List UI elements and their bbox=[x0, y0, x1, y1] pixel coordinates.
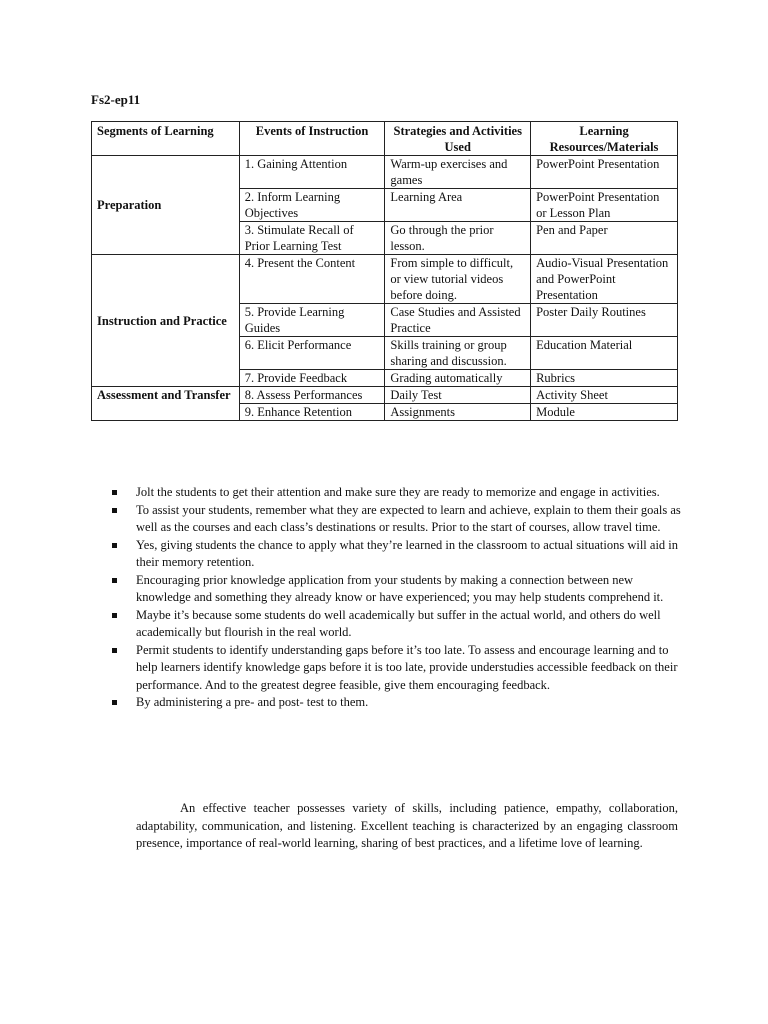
resource-cell: Poster Daily Routines bbox=[531, 304, 678, 337]
resource-cell: Audio-Visual Presentation and PowerPoint Presentation bbox=[531, 255, 678, 304]
resource-cell: PowerPoint Presentation or Lesson Plan bbox=[531, 189, 678, 222]
square-bullet-icon bbox=[112, 543, 117, 548]
segment-instruction-practice: Instruction and Practice bbox=[92, 255, 240, 387]
list-item-text: Permit students to identify understanding gaps before it’s too late. To assess and encourage learning and to help learners identify knowledge gaps before it is too late, provide understudies accessible feedback on their performance. And to the greatest degree feasible, give them encouraging feedback. bbox=[136, 642, 678, 692]
strategy-cell: From simple to difficult, or view tutorial videos before doing. bbox=[385, 255, 531, 304]
header-resources: Learning Resources/Materials bbox=[531, 122, 678, 156]
square-bullet-icon bbox=[112, 508, 117, 513]
event-cell: 9. Enhance Retention bbox=[239, 404, 385, 421]
square-bullet-icon bbox=[112, 613, 117, 618]
segment-assessment-transfer: Assessment and Transfer bbox=[92, 387, 240, 421]
list-item-text: Yes, giving students the chance to apply what they’re learned in the classroom to actual situations will aid in their memory retention. bbox=[136, 537, 679, 569]
resource-cell: Module bbox=[531, 404, 678, 421]
strategy-cell: Grading automatically bbox=[385, 370, 531, 387]
instruction-events-table bbox=[91, 121, 678, 421]
closing-paragraph: An effective teacher possesses variety of skills, including patience, empathy, collaboration, adaptability, communication, and listening. Excellent teaching is characterized by an engaging classroom presence, importance of real-world learning, sharing of best practices, and a lifetime love of learning. bbox=[136, 801, 678, 850]
strategy-cell: Case Studies and Assisted Practice bbox=[385, 304, 531, 337]
header-segments: Segments of Learning bbox=[92, 122, 240, 156]
table-header-row bbox=[92, 122, 678, 156]
list-item-text: Jolt the students to get their attention and make sure they are ready to memorize and engage in activities. bbox=[136, 485, 660, 499]
header-events: Events of Instruction bbox=[239, 122, 385, 156]
list-item bbox=[110, 537, 682, 572]
resource-cell: PowerPoint Presentation bbox=[531, 156, 678, 189]
list-item bbox=[110, 484, 682, 502]
strategy-cell: Skills training or group sharing and discussion. bbox=[385, 337, 531, 370]
document-title: Fs2-ep11 bbox=[91, 92, 141, 107]
event-cell: 4. Present the Content bbox=[239, 255, 385, 304]
segment-preparation: Preparation bbox=[92, 156, 240, 255]
square-bullet-icon bbox=[112, 700, 117, 705]
table-row bbox=[92, 156, 678, 189]
strategy-cell: Assignments bbox=[385, 404, 531, 421]
list-item-text: Encouraging prior knowledge application from your students by making a connection between new knowledge and something they already know or have experienced; you may help students comprehend it. bbox=[136, 572, 664, 604]
list-item-text: Maybe it’s because some students do well academically but suffer in the actual world, and others do well academically but flourish in the real world. bbox=[136, 607, 661, 639]
square-bullet-icon bbox=[112, 490, 117, 495]
event-cell: 2. Inform Learning Objectives bbox=[239, 189, 385, 222]
list-item bbox=[110, 572, 682, 607]
square-bullet-icon bbox=[112, 648, 117, 653]
bullet-list bbox=[110, 484, 682, 712]
list-item bbox=[110, 694, 682, 712]
resource-cell: Education Material bbox=[531, 337, 678, 370]
header-strategies: Strategies and Activities Used bbox=[385, 122, 531, 156]
event-cell: 6. Elicit Performance bbox=[239, 337, 385, 370]
event-cell: 1. Gaining Attention bbox=[239, 156, 385, 189]
list-item bbox=[110, 502, 682, 537]
strategy-cell: Learning Area bbox=[385, 189, 531, 222]
table-row bbox=[92, 255, 678, 304]
event-cell: 3. Stimulate Recall of Prior Learning Test bbox=[239, 222, 385, 255]
event-cell: 8. Assess Performances bbox=[239, 387, 385, 404]
resource-cell: Rubrics bbox=[531, 370, 678, 387]
list-item-text: By administering a pre- and post- test to them. bbox=[136, 695, 369, 709]
event-cell: 5. Provide Learning Guides bbox=[239, 304, 385, 337]
strategy-cell: Warm-up exercises and games bbox=[385, 156, 531, 189]
table-row bbox=[92, 387, 678, 404]
strategy-cell: Go through the prior lesson. bbox=[385, 222, 531, 255]
list-item bbox=[110, 607, 682, 642]
event-cell: 7. Provide Feedback bbox=[239, 370, 385, 387]
list-item-text: To assist your students, remember what they are expected to learn and achieve, explain to them their goals as well as the courses and each class’s destinations or results. Prior to the start of courses, allow travel time. bbox=[136, 502, 681, 534]
resource-cell: Pen and Paper bbox=[531, 222, 678, 255]
resource-cell: Activity Sheet bbox=[531, 387, 678, 404]
square-bullet-icon bbox=[112, 578, 117, 583]
strategy-cell: Daily Test bbox=[385, 387, 531, 404]
list-item bbox=[110, 642, 682, 695]
